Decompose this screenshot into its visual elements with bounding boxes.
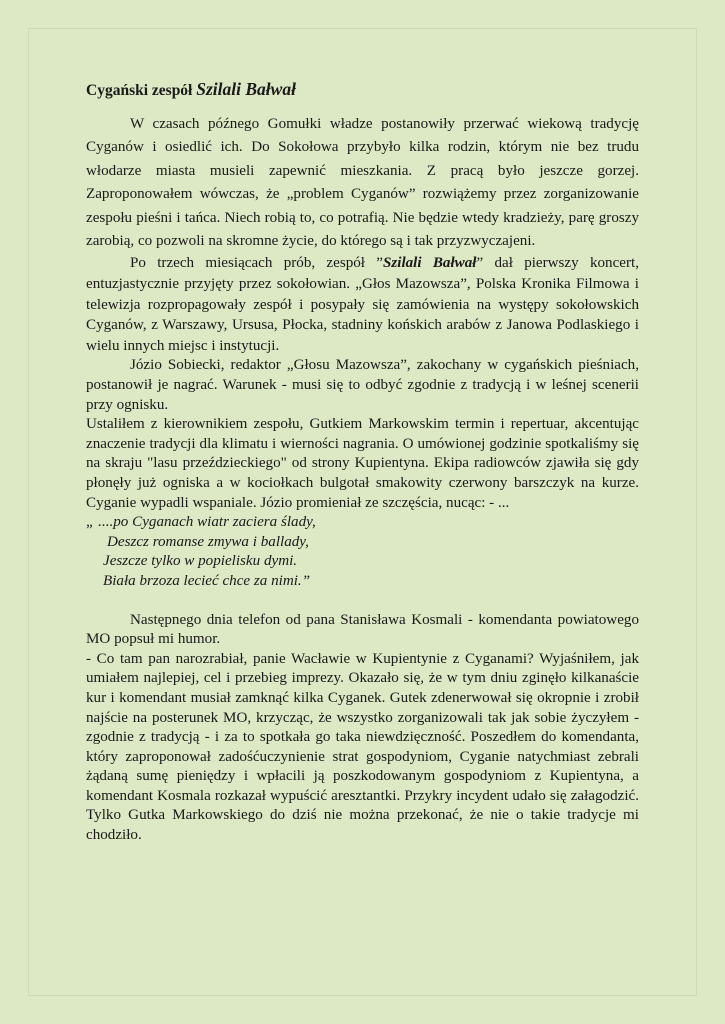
paragraph-4: Ustaliłem z kierownikiem zespołu, Gutkiem Markowskim termin i repertuar, akcentując znaczenie tradycji dla klimatu i wierności nagrania. O umówionej godzinie spotkaliśmy się na skraju "lasu przeździeckiego" od strony Kupientyna. Ekipa radiowców zjawiła się gdy płonęły już ogniska a w kociołkach bulgotał smakowity czerwony barszczyk na kurze. Cyganie wypadli wspaniale. Józio promieniał ze szczęścia, nucąc: - ... (86, 416, 639, 511)
paragraph-1: W czasach późnego Gomułki władze postanowiły przerwać wiekową tradycję Cyganów i osiedlić ich. Do Sokołowa przybyło kilka rodzin, którym nie bez trudu włodarze miasta musieli zapewnić mieszkania. Z pracą było jeszcze gorzej. Zaproponowałem wówczas, że „problem Cyganów” rozwiążemy przez zorganizowanie zespołu pieśni i tańca. Niech robią to, co potrafią. Nie będzie wtedy kradzieży, parę groszy zarobią, co pozwoli na skromne życie, do którego są i tak przyzwyczajeni. (86, 116, 639, 250)
poem (86, 513, 639, 591)
title-plain: Cygański zespół (86, 82, 197, 99)
spacer (86, 592, 639, 611)
poem-line-1: „ ....po Cyganach wiatr zaciera ślady, (86, 514, 316, 531)
document-title (86, 78, 639, 102)
paragraph-3: Józio Sobiecki, redaktor „Głosu Mazowsza”, zakochany w cygańskich pieśniach, postanowił je nagrać. Warunek - musi się to odbyć zgodnie z tradycją i w leśnej scenerii przy ognisku. (86, 357, 639, 413)
paragraph-2 (86, 253, 639, 356)
poem-line-2: Deszcz romanse zmywa i ballady, (107, 533, 309, 550)
paragraph-6: - Co tam pan narozrabiał, panie Wacławie w Kupientynie z Cyganami? Wyjaśniłem, jak umiałem najlepiej, cel i przebieg imprezy. Okazało się, że w tym dniu zginęło kilkanaście kur i komendant musiał zamknąć kilka Cyganek. Gutek zdenerwował się okropnie i zrobił najście na posterunek MO, krzycząc, że wszystko zorganizowali tak jak sobie życzyłem - zgodnie z tradycją - i za to spotkała go taka niewdzięczność. Poszedłem do komendanta, który zaproponował zadośćuczynienie strat gospodyniom, Cyganie natychmiast zebrali żądaną sumę pieniędzy i wpłacili ją poszkodowanym gospodyniom z Kupientyna, a komendant Kosmala rozkazał wypuścić aresztantki. Przykry incydent udało się załagodzić. Tylko Gutka Markowskiego do dziś nie można przekonać, że nie o takie tradycje mi chodziło. (86, 650, 639, 844)
poem-line-3: Jeszcze tylko w popielisku dymi. (103, 553, 298, 570)
ensemble-name: Szilali Bałwał (382, 255, 477, 272)
poem-line-4: Biała brzoza lecieć chce za nimi.” (103, 572, 311, 589)
paragraph-2-start: Po trzech miesiącach prób, zespół ” (130, 255, 383, 272)
document-body (86, 78, 639, 846)
paragraph-5: Następnego dnia telefon od pana Stanisława Kosmali - komendanta powiatowego MO popsuł mi humor. (86, 611, 639, 648)
paragraph-2-rest: ” dał pierwszy koncert, entuzjastycznie przyjęty przez sokołowian. „Głos Mazowsza”, Polska Kronika Filmowa i telewizja rozpropagowały zespół i posypały się zamówienia na występy sokołowskich Cyganów, z Warszawy, Ursusa, Płocka, stadniny końskich arabów z Janowa Podlaskiego i wielu innych miejsc i instytucji. (86, 255, 639, 354)
title-italic: Szilali Bałwał (196, 79, 296, 99)
